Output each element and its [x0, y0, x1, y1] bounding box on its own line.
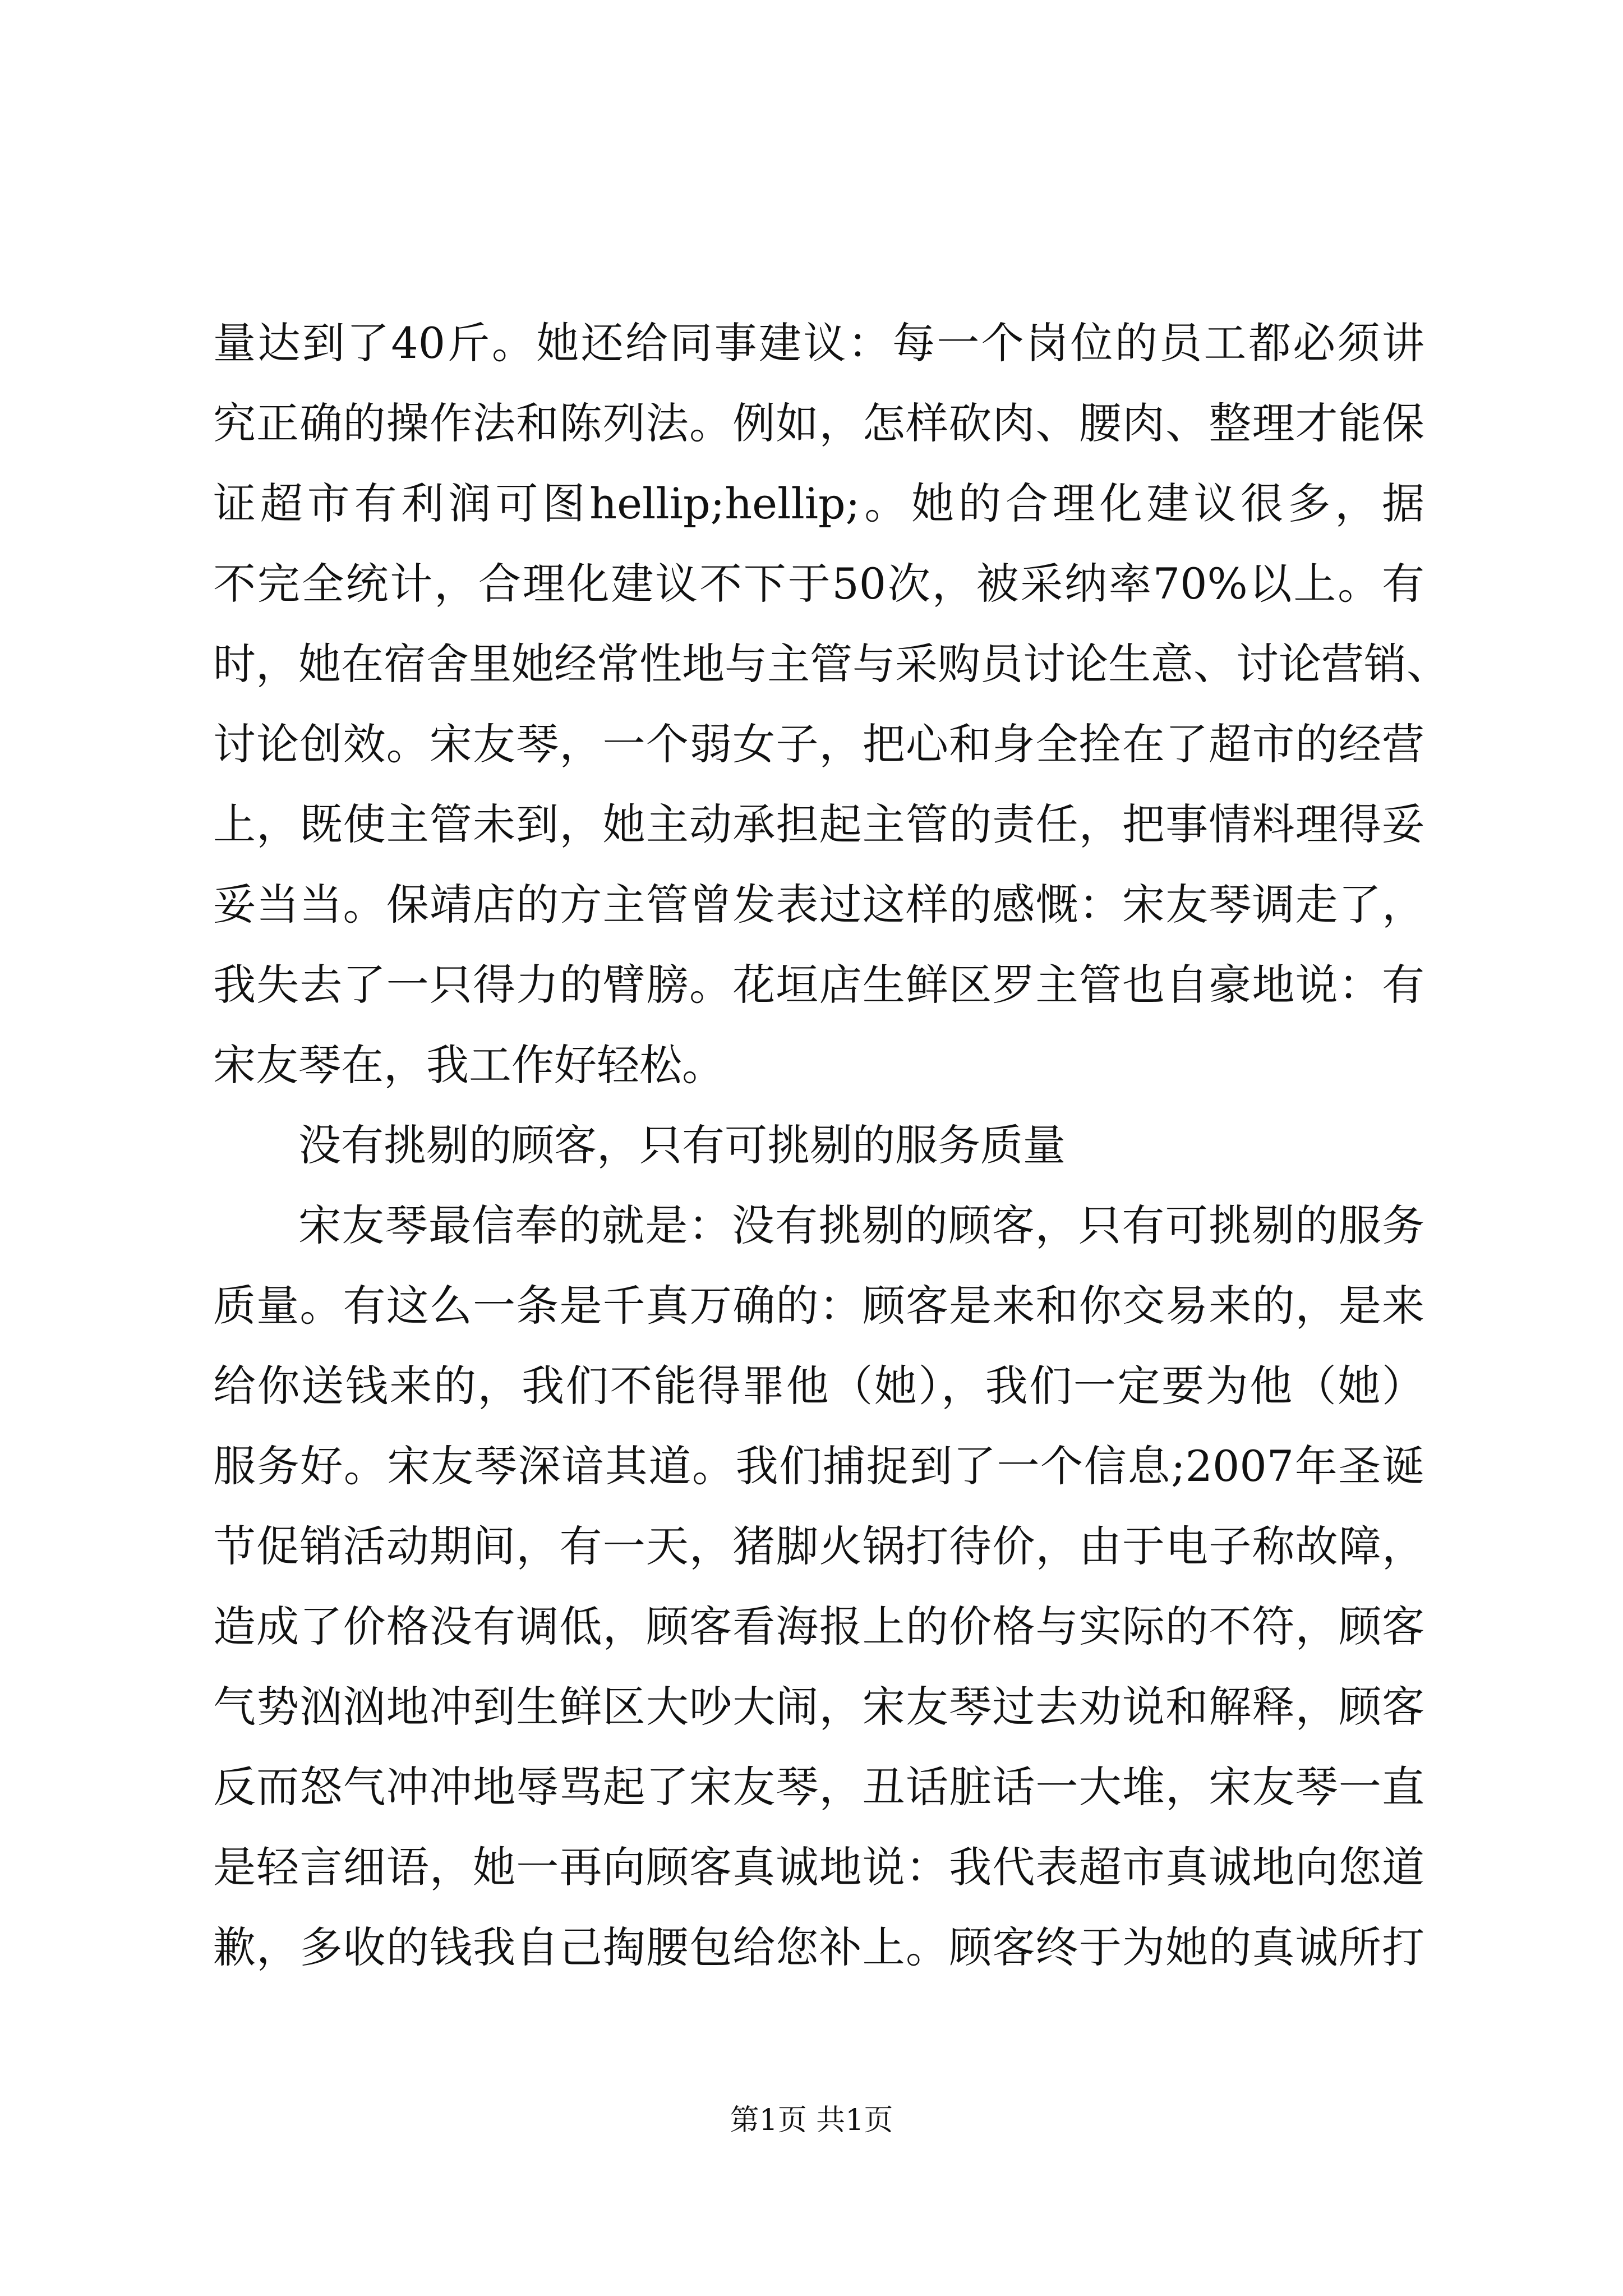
text-line: 节促销活动期间，有一天，猪脚火锅打待价，由于电子称故障，	[213, 1521, 1424, 1571]
text-line: 妥当当。保靖店的方主管曾发表过这样的感慨：宋友琴调走了，	[213, 880, 1424, 930]
text-line: 反而怒气冲冲地辱骂起了宋友琴，丑话脏话一大堆，宋友琴一直	[213, 1762, 1424, 1812]
text-line: 量达到了40斤。她还给同事建议：每一个岗位的员工都必须讲	[213, 318, 1424, 368]
text-line: 歉，多收的钱我自己掏腰包给您补上。顾客终于为她的真诚所打	[213, 1922, 1424, 1972]
text-line: 服务好。宋友琴深谙其道。我们捕捉到了一个信息;2007年圣诞	[213, 1441, 1424, 1491]
text-line: 时，她在宿舍里她经常性地与主管与采购员讨论生意、讨论营销、	[213, 639, 1449, 689]
text-line: 讨论创效。宋友琴，一个弱女子，把心和身全拴在了超市的经营	[213, 719, 1424, 769]
page-number-footer: 第1页 共1页	[730, 2104, 893, 2137]
text-line: 不完全统计，合理化建议不下于50次，被采纳率70%以上。有	[213, 559, 1424, 609]
text-line: 究正确的操作法和陈列法。例如，怎样砍肉、腰肉、整理才能保	[213, 398, 1424, 448]
text-line: 证超市有利润可图hellip;hellip;。她的合理化建议很多，据	[213, 478, 1424, 528]
text-line: 质量。有这么一条是千真万确的：顾客是来和你交易来的，是来	[213, 1281, 1424, 1331]
text-line: 上，既使主管未到，她主动承担起主管的责任，把事情料理得妥	[213, 799, 1424, 849]
document-body	[213, 303, 1449, 1987]
paragraph-first-line: 宋友琴最信奉的就是：没有挑剔的顾客，只有可挑剔的服务	[298, 1200, 1424, 1250]
section-heading: 没有挑剔的顾客，只有可挑剔的服务质量	[298, 1120, 1066, 1170]
text-line: 我失去了一只得力的臂膀。花垣店生鲜区罗主管也自豪地说：有	[213, 960, 1424, 1010]
text-line: 给你送钱来的，我们不能得罪他（她），我们一定要为他（她）	[213, 1361, 1424, 1411]
text-line: 气势汹汹地冲到生鲜区大吵大闹，宋友琴过去劝说和解释，顾客	[213, 1682, 1424, 1732]
text-line: 是轻言细语，她一再向顾客真诚地说：我代表超市真诚地向您道	[213, 1842, 1424, 1892]
text-line: 造成了价格没有调低，顾客看海报上的价格与实际的不符，顾客	[213, 1602, 1424, 1651]
paragraph-end-line: 宋友琴在，我工作好轻松。	[213, 1040, 725, 1090]
